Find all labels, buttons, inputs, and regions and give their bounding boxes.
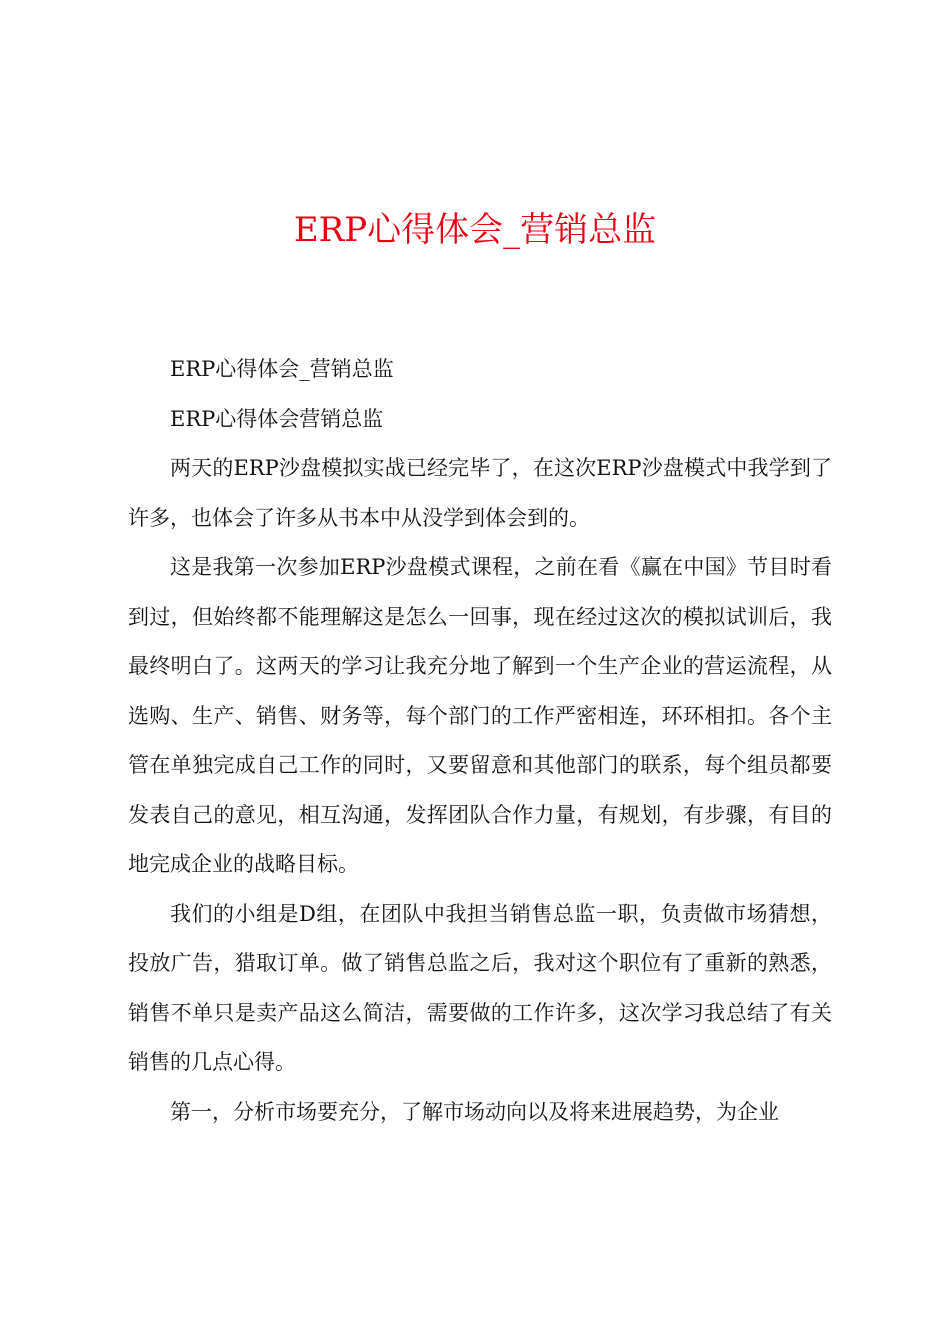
paragraph-heading: ERP心得体会_营销总监 — [170, 357, 394, 381]
paragraph: 我们的小组是D组，在团队中我担当销售总监一职，负责做市场猜想，投放广告，猎取订单。做了销售总监之后，我对这个职位有了重新的熟悉，销售不单只是卖产品这么简洁，需要做的工作许多，这次学习我总结了有关销售的几点心得。 — [128, 901, 832, 1074]
paragraph: 两天的ERP沙盘模拟实战已经完毕了，在这次ERP沙盘模式中我学到了许多，也体会了许多从书本中从没学到体会到的。 — [128, 456, 832, 530]
document-body — [128, 345, 832, 1137]
document-title: ERP心得体会_营销总监 — [293, 210, 657, 250]
paragraph-subheading: ERP心得体会营销总监 — [170, 406, 384, 431]
paragraph: 这是我第一次参加ERP沙盘模式课程，之前在看《赢在中国》节目时看到过，但始终都不能理解这是怎么一回事，现在经过这次的模拟试训后，我最终明白了。这两天的学习让我充分地了解到一个生产企业的营运流程，从选购、生产、销售、财务等，每个部门的工作严密相连，环环相扣。各个主管在单独完成自己工作的同时，又要留意和其他部门的联系，每个组员都要发表自己的意见，相互沟通，发挥团队合作力量，有规划，有步骤，有目的地完成企业的战略目标。 — [128, 555, 832, 876]
paragraph: 第一，分析市场要充分，了解市场动向以及将来进展趋势，为企业 — [170, 1099, 779, 1124]
